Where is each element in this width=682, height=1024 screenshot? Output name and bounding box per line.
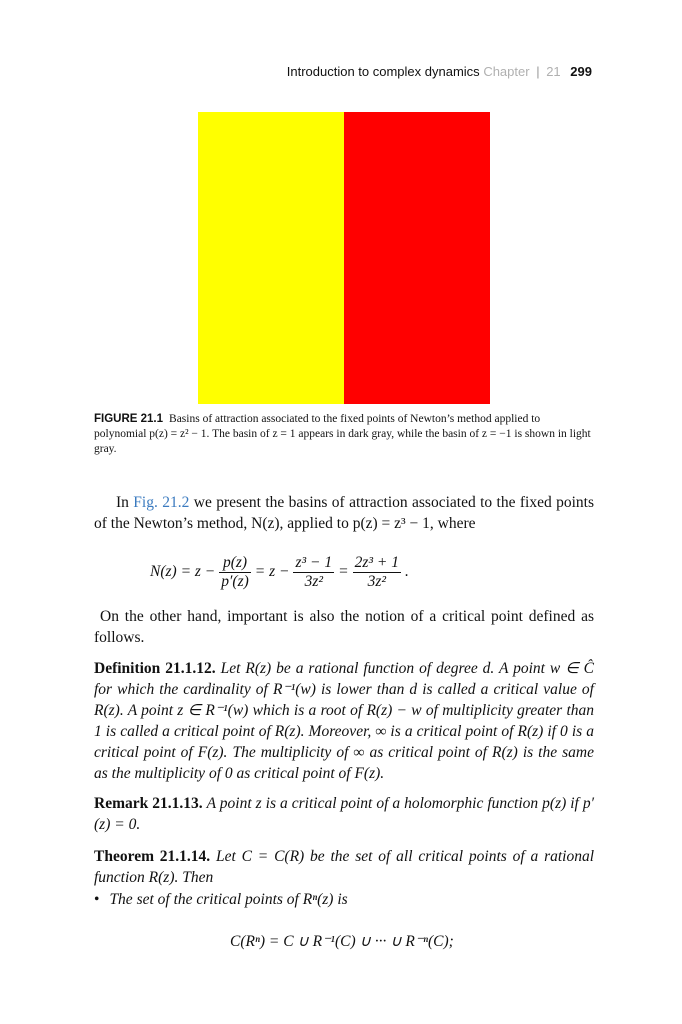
book-title: Introduction to complex dynamics — [286, 64, 480, 79]
chapter-number: 21 — [546, 64, 561, 79]
theorem-block — [94, 846, 594, 888]
eq-lhs: N(z) = z − — [150, 563, 216, 580]
fraction-2 — [293, 554, 334, 591]
basin-right — [344, 112, 490, 404]
eq-mid: = z − — [254, 563, 290, 580]
definition-text: Let R(z) be a rational function of degree d. A point w ∈ Ĉ for which the cardinality of R⁻¹(w) is lower than d is called a critical value of R(z). A point z ∈ R⁻¹(w) which is a root of R(z) − w of multiplicity greater than 1 is called a critical point of R(z). Moreover, ∞ is a critical point of R(z) if 0 is a critical point of F(z). The multiplicity of ∞ as critical point of R(z) is the same as the multiplicity of 0 as critical point of F(z). — [94, 660, 594, 782]
remark-block — [94, 793, 594, 835]
newton-equation — [150, 547, 550, 597]
bullet-marker: • — [94, 891, 100, 908]
intro-paragraph — [94, 492, 594, 534]
remark-text: A point z is a critical point of a holomorphic function p(z) if p′(z) = 0. — [94, 795, 594, 833]
fraction-3 — [353, 554, 401, 591]
eq-end: . — [404, 563, 409, 580]
frac2-denominator: 3z² — [304, 572, 324, 590]
frac1-denominator: p′(z) — [221, 572, 249, 590]
theorem-text: Let C = C(R) be the set of all critical points of a rational function R(z). Then — [94, 848, 595, 886]
definition-block — [94, 658, 594, 784]
definition-label: Definition 21.1.12. — [94, 660, 216, 677]
caption-text: Basins of attraction associated to the fixed points of Newton’s method applied to polynomial p(z) = z² − 1. The basin of z = 1 appears in dark gray, while the basin of z = −1 is shown in light gray. — [94, 413, 591, 455]
caption-label: FIGURE 21.1 — [94, 413, 164, 425]
chapter-label: Chapter — [483, 64, 530, 79]
theorem-label: Theorem 21.1.14. — [94, 848, 211, 865]
frac1-numerator: p(z) — [219, 554, 251, 573]
page-number: 299 — [570, 64, 592, 79]
remark-label: Remark 21.1.13. — [94, 795, 203, 812]
frac3-denominator: 3z² — [367, 572, 386, 590]
frac3-numerator: 2z³ + 1 — [354, 553, 399, 571]
basins-figure — [198, 112, 490, 404]
basin-left — [198, 112, 344, 404]
bullet-text: The set of the critical points of Rⁿ(z) is — [109, 891, 348, 908]
bullet-item — [94, 891, 594, 909]
figure-link[interactable]: Fig. 21.2 — [133, 494, 190, 511]
figure-caption — [94, 412, 594, 457]
intro-text-before: In — [116, 494, 134, 511]
eq-equals: = — [338, 563, 349, 580]
header-separator: | — [536, 64, 540, 79]
critical-note-paragraph: On the other hand, important is also the notion of a critical point defined as follows. — [94, 608, 594, 646]
critical-set-equation: C(Rⁿ) = C ∪ R⁻¹(C) ∪ ··· ∪ R⁻ⁿ(C); — [230, 933, 454, 950]
fraction-1 — [219, 554, 251, 591]
frac2-numerator: z³ − 1 — [295, 553, 333, 571]
running-header — [287, 64, 592, 79]
intro-text-after: we present the basins of attraction associated to the fixed points of the Newton’s method, N(z), applied to p(z) = z³ − 1, where — [94, 494, 594, 532]
